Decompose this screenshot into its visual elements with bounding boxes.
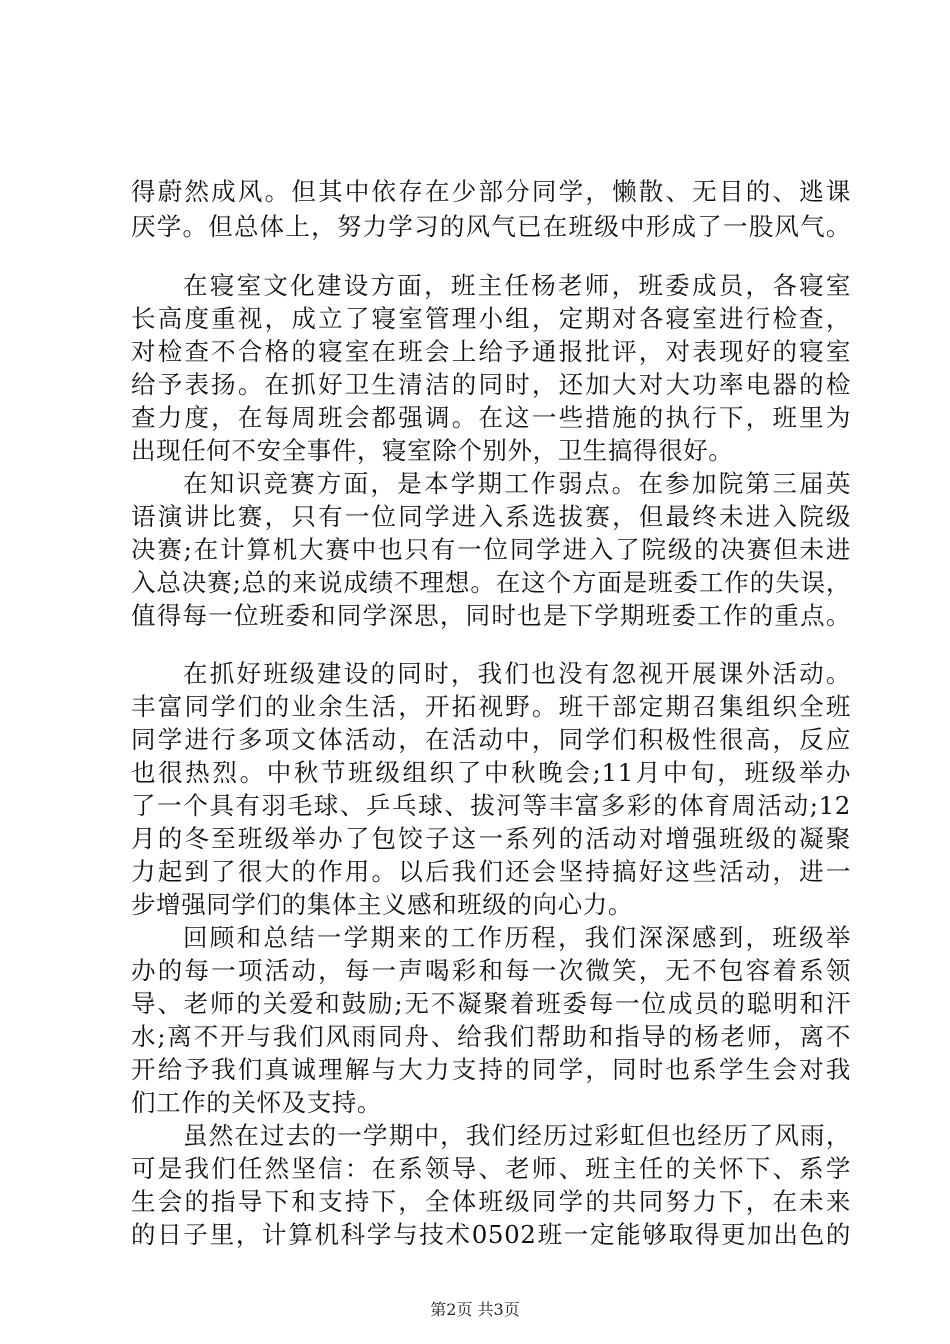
text-line: 出现任何不安全事件，寝室除个别外，卫生搞得很好。 (131, 436, 734, 465)
text-line: 也很热烈。中秋节班级组织了中秋晚会;11月中旬，班级举办 (131, 758, 851, 787)
paragraph-first-line: 在抓好班级建设的同时，我们也没有忽视开展课外活动。 (183, 659, 851, 688)
text-line: 长高度重视，成立了寝室管理小组，定期对各寝室进行检查， (131, 304, 851, 333)
text-line: 值得每一位班委和同学深思，同时也是下学期班委工作的重点。 (131, 601, 851, 630)
text-line: 办的每一项活动，每一声喝彩和每一次微笑，无不包容着系领 (131, 956, 851, 985)
text-line: 导、老师的关爱和鼓励;无不凝聚着班委每一位成员的聪明和汗 (131, 989, 851, 1018)
text-line: 厌学。但总体上，努力学习的风气已在班级中形成了一股风气。 (131, 212, 851, 241)
text-line: 给予表扬。在抓好卫生清洁的同时，还加大对大功率电器的检 (131, 370, 851, 399)
text-line: 了一个具有羽毛球、乒乓球、拔河等丰富多彩的体育周活动;12 (131, 791, 851, 820)
text-line: 对检查不合格的寝室在班会上给予通报批评，对表现好的寝室 (131, 337, 851, 366)
text-line: 月的冬至班级举办了包饺子这一系列的活动对增强班级的凝聚 (131, 824, 851, 853)
text-line: 生会的指导下和支持下，全体班级同学的共同努力下，在未来 (131, 1187, 851, 1216)
text-line: 入总决赛;总的来说成绩不理想。在这个方面是班委工作的失误， (131, 568, 851, 597)
paragraph-first-line: 在知识竞赛方面，是本学期工作弱点。在参加院第三届英 (183, 469, 851, 498)
text-line: 可是我们任然坚信：在系领导、老师、班主任的关怀下、系学 (131, 1154, 851, 1183)
text-line: 同学进行多项文体活动，在活动中，同学们积极性很高，反应 (131, 725, 851, 754)
text-line: 查力度，在每周班会都强调。在这一些措施的执行下，班里为 (131, 403, 851, 432)
text-line: 水;离不开与我们风雨同舟、给我们帮助和指导的杨老师，离不 (131, 1022, 851, 1051)
text-line: 开给予我们真诚理解与大力支持的同学，同时也系学生会对我 (131, 1055, 851, 1084)
text-line: 决赛;在计算机大赛中也只有一位同学进入了院级的决赛但未进 (131, 535, 851, 564)
text-line: 力起到了很大的作用。以后我们还会坚持搞好这些活动，进一 (131, 857, 851, 886)
text-line: 们工作的关怀及支持。 (131, 1088, 382, 1117)
paragraph-first-line: 虽然在过去的一学期中，我们经历过彩虹但也经历了风雨， (183, 1121, 851, 1150)
text-line: 得蔚然成风。但其中依存在少部分同学，懒散、无目的、逃课 (131, 177, 851, 206)
text-line: 步增强同学们的集体主义感和班级的向心力。 (131, 890, 633, 919)
text-line: 丰富同学们的业余生活，开拓视野。班干部定期召集组织全班 (131, 692, 851, 721)
paragraph-first-line: 在寝室文化建设方面，班主任杨老师，班委成员，各寝室 (183, 271, 851, 300)
text-line: 语演讲比赛，只有一位同学进入系选拔赛，但最终未进入院级 (131, 502, 851, 531)
text-line: 的日子里，计算机科学与技术0502班一定能够取得更加出色的 (131, 1220, 851, 1249)
page-footer: 第2页 共3页 (430, 1300, 520, 1319)
paragraph-first-line: 回顾和总结一学期来的工作历程，我们深深感到，班级举 (183, 923, 851, 952)
